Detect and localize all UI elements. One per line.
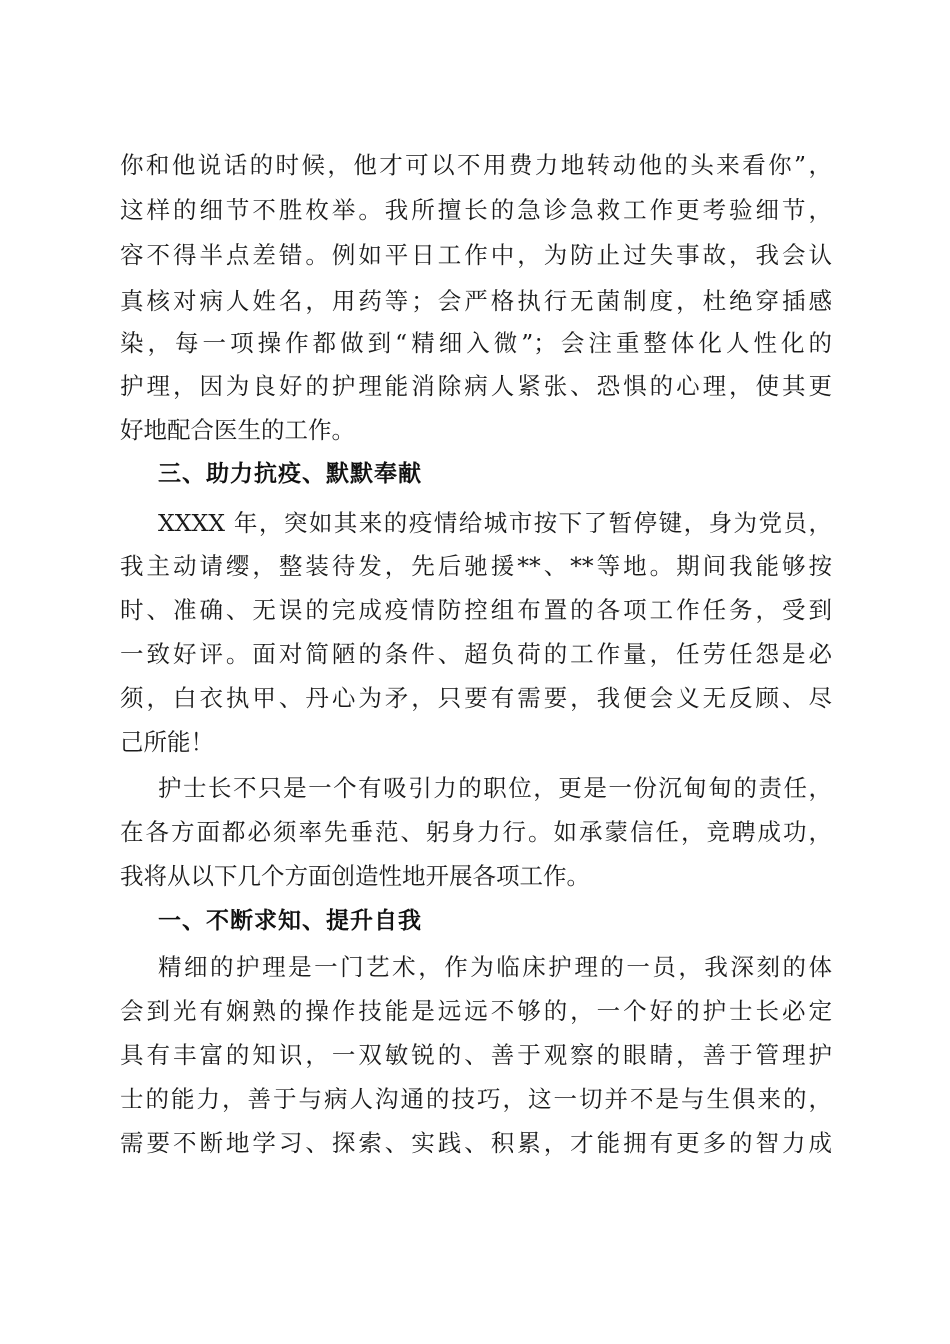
body-line-11: 一致好评。面对简陋的条件、超负荷的工作量，任劳任怨是必: [120, 640, 832, 668]
body-line-3: 容不得半点差错。例如平日工作中，为防止过失事故，我会认: [120, 241, 832, 269]
body-line-18: 会到光有娴熟的操作技能是远远不够的，一个好的护士长必定: [120, 997, 832, 1025]
body-line-16: 我将从以下几个方面创造性地开展各项工作。: [120, 862, 590, 890]
body-line-6: 护理，因为良好的护理能消除病人紧张、恐惧的心理，使其更: [120, 372, 832, 400]
body-line-7: 好地配合医生的工作。: [120, 416, 355, 444]
section-heading-3: 三、助力抗疫、默默奉献: [158, 461, 422, 487]
body-line-10: 时、准确、无误的完成疫情防控组布置的各项工作任务，受到: [120, 596, 832, 624]
body-line-5: 染，每一项操作都做到“精细入微”；会注重整体化人性化的: [120, 329, 832, 357]
body-line-8: XXXX 年，突如其来的疫情给城市按下了暂停键，身为党员，: [158, 509, 832, 537]
body-line-20: 士的能力，善于与病人沟通的技巧，这一切并不是与生俱来的，: [120, 1085, 832, 1113]
body-line-12: 须，白衣执甲、丹心为矛，只要有需要，我便会义无反顾、尽: [120, 684, 832, 712]
body-line-14: 护士长不只是一个有吸引力的职位，更是一份沉甸甸的责任，: [158, 774, 832, 802]
body-line-13: 己所能！: [120, 728, 214, 756]
body-line-4: 真核对病人姓名，用药等；会严格执行无菌制度，杜绝穿插感: [120, 287, 832, 315]
body-line-9: 我主动请缨，整装待发，先后驰援**、**等地。期间我能够按: [120, 552, 832, 580]
body-line-19: 具有丰富的知识，一双敏锐的、善于观察的眼睛，善于管理护: [120, 1041, 832, 1069]
body-line-17: 精细的护理是一门艺术，作为临床护理的一员，我深刻的体: [158, 953, 832, 981]
section-heading-1: 一、不断求知、提升自我: [158, 908, 422, 934]
body-line-1: 你和他说话的时候，他才可以不用费力地转动他的头来看你”，: [120, 151, 832, 179]
body-line-2: 这样的细节不胜枚举。我所擅长的急诊急救工作更考验细节，: [120, 196, 832, 224]
body-line-21: 需要不断地学习、探索、实践、积累，才能拥有更多的智力成: [120, 1129, 832, 1157]
body-line-15: 在各方面都必须率先垂范、躬身力行。如承蒙信任，竞聘成功，: [120, 818, 832, 846]
